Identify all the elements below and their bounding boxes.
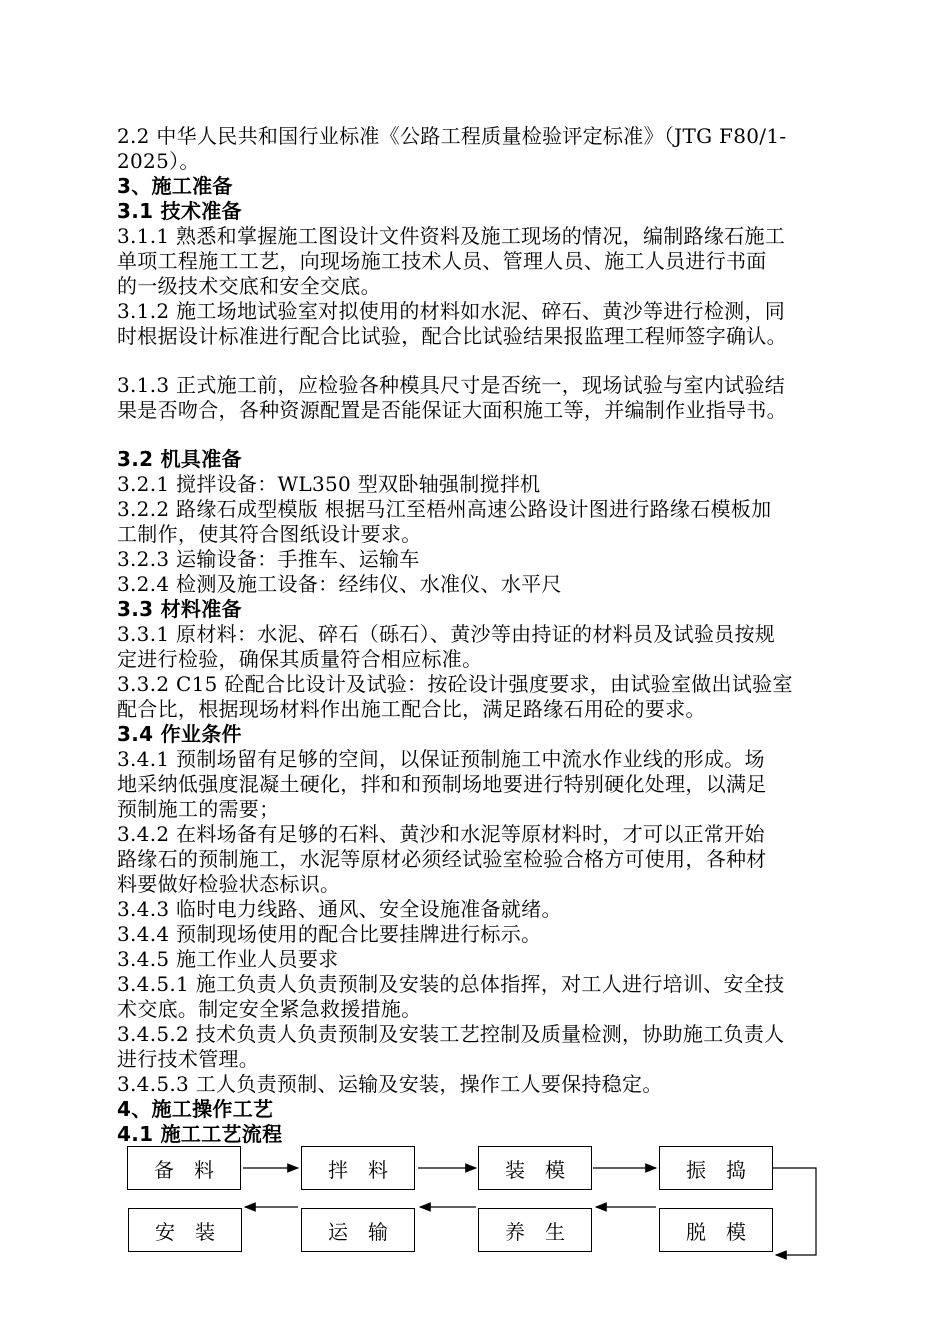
text-line: 3.2.4 检测及施工设备：经纬仪、水准仪、水平尺 <box>117 572 562 596</box>
section-heading: 4、施工操作工艺 <box>117 1097 274 1121</box>
flow-box-cure: 养 生 <box>478 1208 592 1252</box>
text-line: 3.2.3 运输设备：手推车、运输车 <box>117 547 420 571</box>
text-line: 3.2.1 搅拌设备：WL350 型双卧轴强制搅拌机 <box>117 472 541 496</box>
text-line: 时根据设计标准进行配合比试验，配合比试验结果报监理工程师签字确认。 <box>117 324 787 348</box>
text-line: 路缘石的预制施工，水泥等原材必须经试验室检验合格方可使用，各种材 <box>117 847 767 871</box>
text-line: 定进行检验，确保其质量符合相应标准。 <box>117 647 483 671</box>
text-line: 单项工程施工工艺，向现场施工技术人员、管理人员、施工人员进行书面 <box>117 249 767 273</box>
text-line: 3.4.3 临时电力线路、通风、安全设施准备就绪。 <box>117 897 562 921</box>
text-line: 料要做好检验状态标识。 <box>117 872 341 896</box>
section-heading: 3、施工准备 <box>117 174 233 198</box>
document-body <box>117 124 857 1147</box>
flow-box-demold: 脱 模 <box>659 1208 773 1252</box>
text-line <box>117 423 857 447</box>
text-line: 进行技术管理。 <box>117 1047 260 1071</box>
text-line: 3.3.1 原材料：水泥、碎石（砾石）、黄沙等由持证的材料员及试验员按规 <box>117 622 776 646</box>
text-line: 3.4.2 在料场备有足够的石料、黄沙和水泥等原材料时，才可以正常开始 <box>117 822 765 846</box>
section-heading: 3.2 机具准备 <box>117 447 242 471</box>
flow-box-mix-material: 备 料 <box>127 1146 241 1190</box>
text-line: 3.1.1 熟悉和掌握施工图设计文件资料及施工现场的情况，编制路缘石施工 <box>117 224 786 248</box>
text-line: 3.2.2 路缘石成型模版 根据马江至梧州高速公路设计图进行路缘石模板加 <box>117 497 772 521</box>
flow-box-vibrate: 振 捣 <box>659 1146 773 1190</box>
flow-connector <box>773 1168 816 1255</box>
flow-box-transport: 运 输 <box>301 1208 415 1252</box>
section-heading: 4.1 施工工艺流程 <box>117 1122 283 1146</box>
section-heading: 3.4 作业条件 <box>117 722 242 746</box>
text-line <box>117 349 857 373</box>
text-line: 术交底。制定安全紧急救援措施。 <box>117 997 422 1021</box>
flow-box-install: 安 装 <box>128 1208 242 1252</box>
text-line: 3.4.5 施工作业人员要求 <box>117 947 339 971</box>
flow-box-stir: 拌 料 <box>301 1146 415 1190</box>
text-line: 2.2 中华人民共和国行业标准《公路工程质量检验评定标准》（JTG F80/1- <box>117 124 787 148</box>
text-line: 2025）。 <box>117 149 200 173</box>
text-line: 3.4.5.3 工人负责预制、运输及安装，操作工人要保持稳定。 <box>117 1072 663 1096</box>
section-heading: 3.1 技术准备 <box>117 199 242 223</box>
text-line: 果是否吻合，各种资源配置是否能保证大面积施工等，并编制作业指导书。 <box>117 398 787 422</box>
text-line: 3.4.4 预制现场使用的配合比要挂牌进行标示。 <box>117 922 542 946</box>
text-line: 预制施工的需要； <box>117 797 280 821</box>
text-line: 3.4.5.2 技术负责人负责预制及安装工艺控制及质量检测，协助施工负责人 <box>117 1022 785 1046</box>
text-line: 3.3.2 C15 砼配合比设计及试验：按砼设计强度要求，由试验室做出试验室 <box>117 672 793 696</box>
text-line: 3.1.3 正式施工前，应检验各种模具尺寸是否统一，现场试验与室内试验结 <box>117 373 786 397</box>
text-line: 3.4.5.1 施工负责人负责预制及安装的总体指挥，对工人进行培训、安全技 <box>117 972 785 996</box>
text-line: 配合比，根据现场材料作出施工配合比，满足路缘石用砼的要求。 <box>117 697 706 721</box>
text-line: 3.4.1 预制场留有足够的空间，以保证预制施工中流水作业线的形成。场 <box>117 747 765 771</box>
text-line: 的一级技术交底和安全交底。 <box>117 274 381 298</box>
section-heading: 3.3 材料准备 <box>117 597 242 621</box>
flow-box-load-mold: 装 模 <box>478 1146 592 1190</box>
text-line: 3.1.2 施工场地试验室对拟使用的材料如水泥、碎石、黄沙等进行检测，同 <box>117 299 786 323</box>
text-line: 地采纳低强度混凝土硬化，拌和和预制场地要进行特别硬化处理，以满足 <box>117 772 767 796</box>
text-line: 工制作，使其符合图纸设计要求。 <box>117 522 422 546</box>
